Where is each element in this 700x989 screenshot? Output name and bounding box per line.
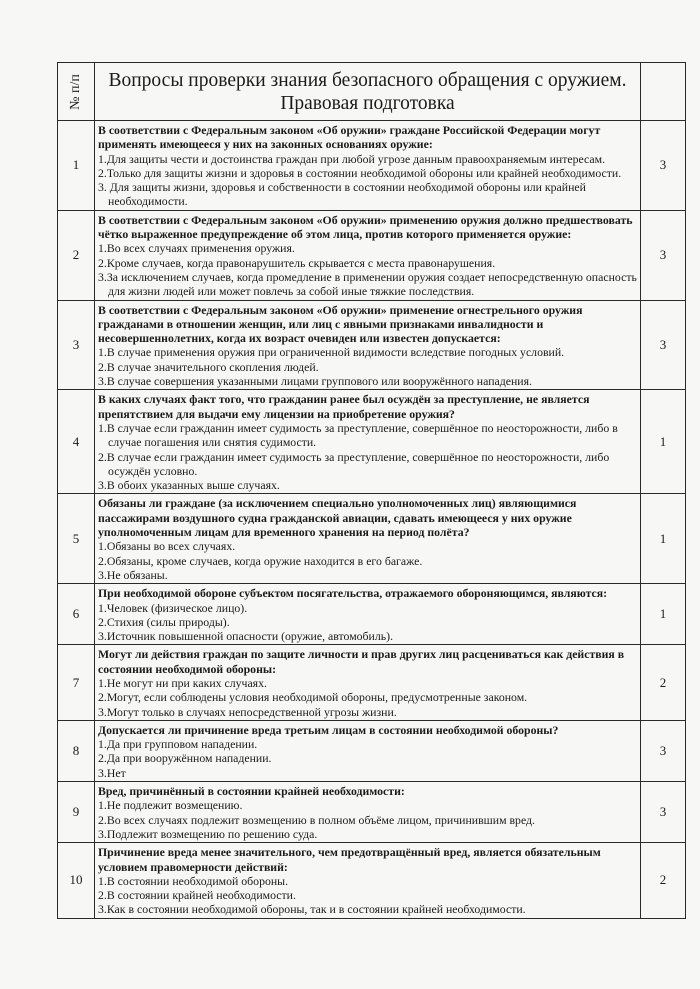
question-text: В соответствии с Федеральным законом «Об оружии» граждане Российской Федерации могут применять имеющееся у них на законных основаниях оружие:: [98, 123, 601, 152]
table-title-line2: Правовая подготовка: [280, 92, 455, 114]
answer-option: 1.В случае если гражданин имеет судимость за преступление, совершённое по неосторожности, либо в случае погашения или снятия судимости.: [98, 420, 618, 450]
answer-option: 3.Могут только в случаях непосредственной угрозы жизни.: [98, 704, 397, 719]
answer-option: 3.Источник повышенной опасности (оружие, автомобиль).: [98, 629, 394, 644]
question-number: 4: [58, 390, 95, 494]
answer-option: 2.Только для защиты жизни и здоровья в состоянии необходимой обороны или крайней необходимости.: [98, 165, 622, 180]
question-number: 7: [58, 645, 95, 720]
question-number: 9: [58, 782, 95, 843]
correct-answer: 1: [641, 584, 686, 645]
answer-option: 1.Для защиты чести и достоинства граждан при любой угрозе данным правоохраняемым интересам.: [98, 151, 606, 166]
answer-option: 1.Во всех случаях применения оружия.: [98, 241, 295, 256]
answer-option: 1.Обязаны во всех случаях.: [98, 539, 236, 554]
number-column-header: [58, 63, 95, 121]
question-row: [58, 782, 686, 843]
correct-answer: 1: [641, 390, 686, 494]
question-cell: [95, 584, 641, 645]
answer-option: 1.Не могут ни при каких случаях.: [98, 675, 267, 690]
answer-option: 3.За исключением случаев, когда промедление в применении оружия создает непосредственную опасность для жизни людей или может повлечь за собой иные тяжкие последствия.: [98, 269, 637, 299]
question-text: В соответствии с Федеральным законом «Об оружии» применению оружия должно предшествовать чётко выраженное предупреждение об этом лица, против которого применяется оружие:: [98, 212, 633, 242]
question-text: В соответствии с Федеральным законом «Об оружии» применение огнестрельного оружия гражданами в отношении женщин, или лиц с явными признаками инвалидности и несовершеннолетних, когда их возраст очевиден или известен допускается:: [98, 302, 583, 346]
question-number: 2: [58, 210, 95, 300]
question-row: [58, 645, 686, 720]
correct-answer: 3: [641, 782, 686, 843]
answer-option: 2.Во всех случаях подлежит возмещению в полном объёме лицом, причинившим вред.: [98, 812, 535, 827]
answer-option: 2.Могут, если соблюдены условия необходимой обороны, предусмотренные законом.: [98, 690, 528, 705]
question-text: Причинение вреда менее значительного, чем предотвращённый вред, является обязательным условием правомерности действий:: [98, 845, 601, 874]
questions-table: [57, 62, 686, 919]
question-cell: [95, 645, 641, 720]
question-row: [58, 720, 686, 781]
question-text: Допускается ли причинение вреда третьим лицам в состоянии необходимой обороны?: [98, 722, 559, 737]
correct-answer: 2: [641, 843, 686, 918]
answer-option: 1.Не подлежит возмещению.: [98, 798, 243, 813]
question-cell: [95, 300, 641, 390]
question-text: Вред, причинённый в состоянии крайней необходимости:: [98, 784, 405, 799]
answer-option: 3. Для защиты жизни, здоровья и собственности в состоянии необходимой обороны или крайней необходимости.: [98, 180, 586, 209]
question-text: Обязаны ли граждане (за исключением специально уполномоченных лиц) являющимися пассажирами воздушного судна гражданской авиации, сдавать имеющееся у них оружие уполномоченным лицам для временного хранения на период полёта?: [98, 496, 577, 540]
question-row: [58, 390, 686, 494]
correct-answer: 3: [641, 210, 686, 300]
question-number: 6: [58, 584, 95, 645]
question-number: 1: [58, 121, 95, 211]
answer-option: 2.Стихия (силы природы).: [98, 614, 230, 629]
answer-option: 2.Кроме случаев, когда правонарушитель скрывается с места правонарушения.: [98, 255, 496, 270]
question-number: 5: [58, 494, 95, 584]
answer-option: 3.В случае совершения указанными лицами группового или вооружённого нападения.: [98, 374, 532, 389]
question-row: [58, 494, 686, 584]
answer-option: 2.В состоянии крайней необходимости.: [98, 888, 296, 903]
question-row: [58, 843, 686, 918]
question-text: В каких случаях факт того, что гражданин ранее был осуждён за преступление, не является препятствием для выдачи ему лицензии на приобретение оружия?: [98, 392, 590, 421]
question-row: [58, 584, 686, 645]
question-number: 3: [58, 300, 95, 390]
answer-option: 2.В случае значительного скопления людей.: [98, 359, 319, 374]
correct-answer: 3: [641, 720, 686, 781]
answer-option: 2.Да при вооружённом нападении.: [98, 751, 272, 766]
table-title-line1: Вопросы проверки знания безопасного обращения с оружием.: [108, 69, 627, 91]
number-column-label: № п/п: [68, 73, 83, 110]
answer-option: 1.В случае применения оружия при ограниченной видимости вследствие погодных условий.: [98, 345, 565, 360]
question-row: [58, 121, 686, 211]
answer-option: 1.В состоянии необходимой обороны.: [98, 873, 289, 888]
question-cell: [95, 121, 641, 211]
question-text: Могут ли действия граждан по защите личности и прав других лиц расцениваться как действия в состоянии необходимой обороны:: [98, 647, 625, 676]
answer-option: 3.Подлежит возмещению по решению суда.: [98, 826, 318, 841]
question-text: При необходимой обороне субъектом посягательства, отражаемого обороняющимся, являются:: [98, 586, 608, 601]
answer-option: 2.Обязаны, кроме случаев, когда оружие находится в его багаже.: [98, 553, 423, 568]
question-number: 8: [58, 720, 95, 781]
answer-option: 3.Не обязаны.: [98, 567, 168, 582]
answer-option: 1.Человек (физическое лицо).: [98, 600, 248, 615]
header-row: [58, 63, 686, 121]
question-number: 10: [58, 843, 95, 918]
table-title: [95, 63, 641, 121]
answer-option: 3.Нет: [98, 765, 126, 780]
answer-option: 1.Да при групповом нападении.: [98, 737, 258, 752]
answer-option: 3.Как в состоянии необходимой обороны, так и в состоянии крайней необходимости.: [98, 902, 526, 917]
question-cell: [95, 843, 641, 918]
question-cell: [95, 210, 641, 300]
answer-option: 3.В обоих указанных выше случаях.: [98, 478, 280, 493]
question-cell: [95, 720, 641, 781]
answer-column-header: [641, 63, 686, 121]
question-cell: [95, 390, 641, 494]
question-row: [58, 210, 686, 300]
correct-answer: 2: [641, 645, 686, 720]
correct-answer: 3: [641, 121, 686, 211]
correct-answer: 1: [641, 494, 686, 584]
answer-option: 2.В случае если гражданин имеет судимость за преступление, совершённое по неосторожности, либо осуждён условно.: [98, 449, 610, 478]
question-row: [58, 300, 686, 390]
question-cell: [95, 494, 641, 584]
correct-answer: 3: [641, 300, 686, 390]
question-cell: [95, 782, 641, 843]
